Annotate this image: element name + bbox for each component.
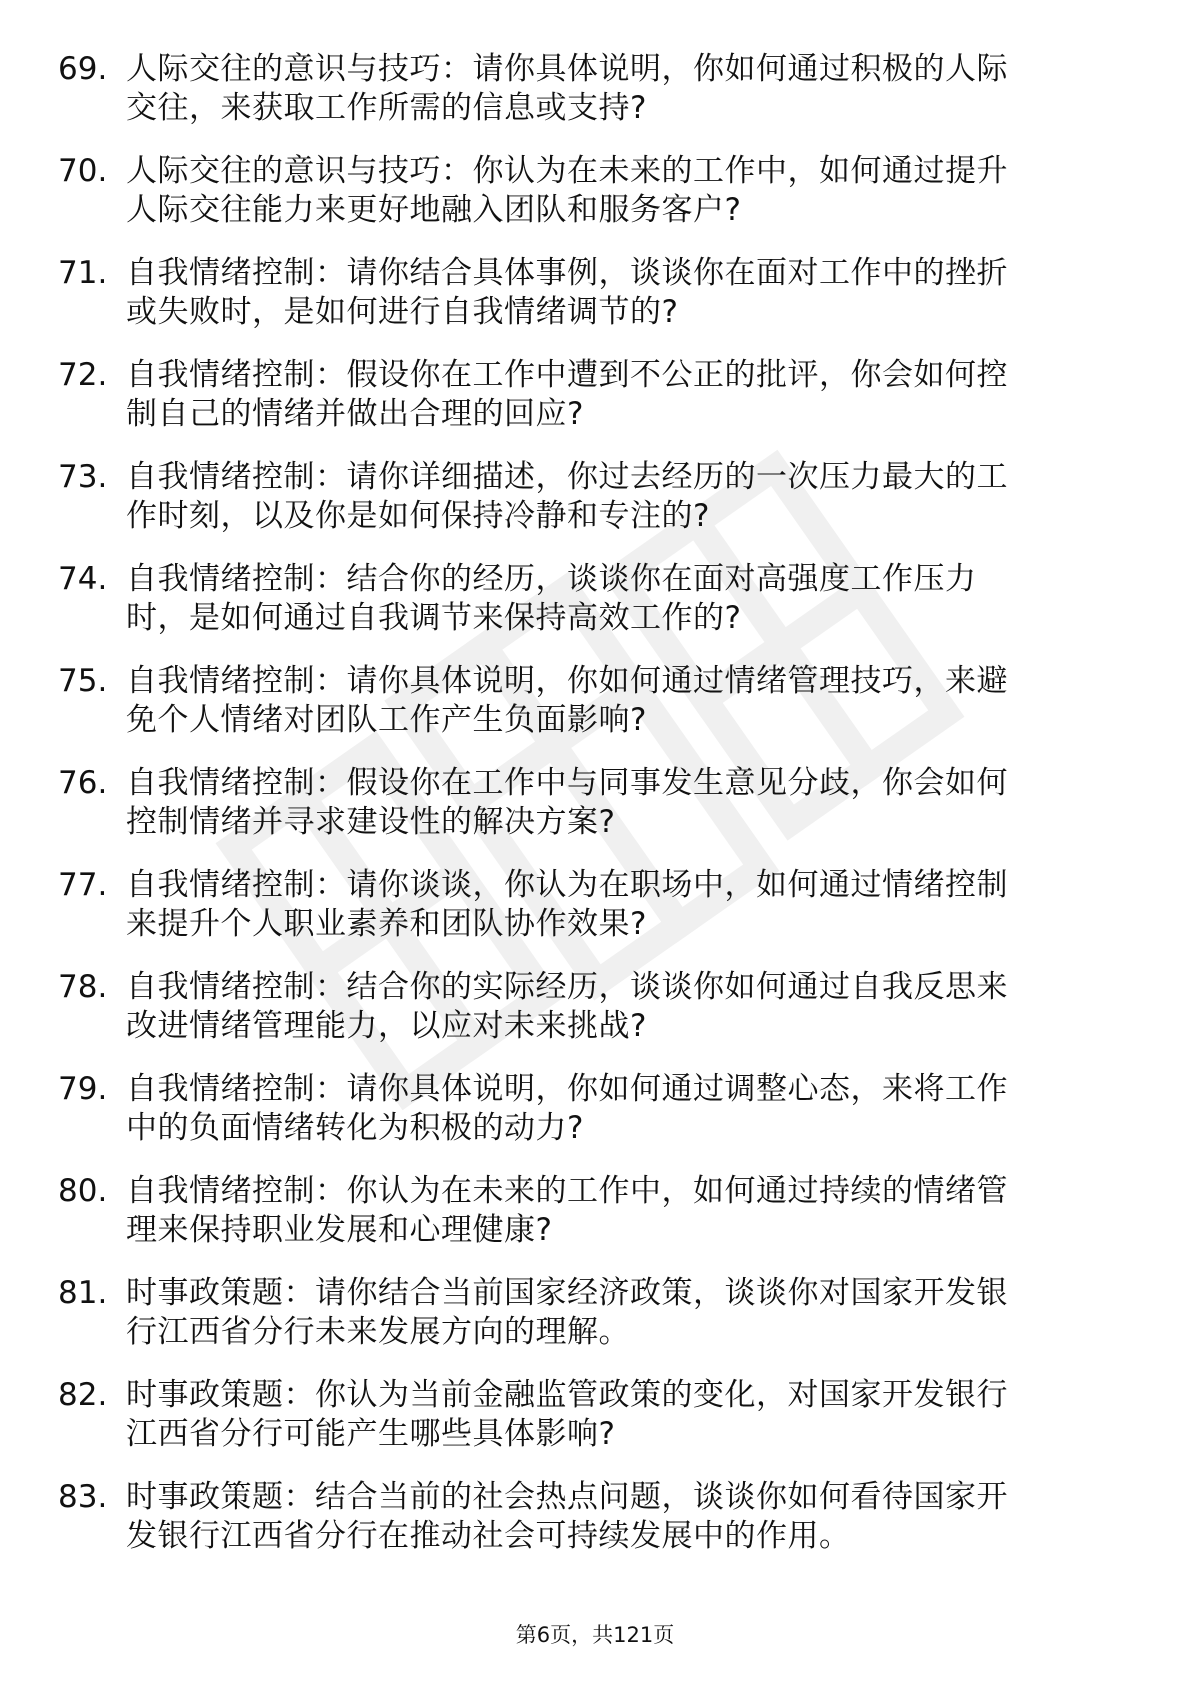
list-item: [58, 458, 1118, 560]
question-line: 时事政策题：你认为当前金融监管政策的变化，对国家开发银行: [126, 1377, 1008, 1413]
list-item: [58, 356, 1118, 458]
question-text: [126, 968, 1126, 1046]
question-line: 自我情绪控制：假设你在工作中遭到不公正的批评，你会如何控: [126, 357, 1008, 393]
question-number: 80.: [58, 1173, 108, 1209]
question-text: [126, 1274, 1126, 1352]
question-line: 自我情绪控制：请你具体说明，你如何通过情绪管理技巧，来避: [126, 663, 1008, 699]
question-number: 74.: [58, 561, 108, 597]
question-line: 人际交往的意识与技巧：你认为在未来的工作中，如何通过提升: [126, 153, 1008, 189]
question-line: 理来保持职业发展和心理健康?: [126, 1212, 553, 1248]
question-number: 73.: [58, 459, 108, 495]
question-number: 81.: [58, 1275, 108, 1311]
question-line: 时事政策题：结合当前的社会热点问题，谈谈你如何看待国家开: [126, 1479, 1008, 1515]
list-item: [58, 968, 1118, 1070]
question-line: 交往，来获取工作所需的信息或支持?: [126, 90, 647, 126]
question-line: 自我情绪控制：请你谈谈，你认为在职场中，如何通过情绪控制: [126, 867, 1008, 903]
question-number: 77.: [58, 867, 108, 903]
list-item: [58, 560, 1118, 662]
list-item: [58, 1478, 1118, 1580]
question-text: [126, 254, 1126, 332]
question-text: [126, 764, 1126, 842]
page-number-footer: 第6页，共121页: [515, 1623, 675, 1647]
question-line: 行江西省分行未来发展方向的理解。: [126, 1314, 630, 1350]
question-line: 自我情绪控制：请你详细描述，你过去经历的一次压力最大的工: [126, 459, 1008, 495]
question-text: [126, 866, 1126, 944]
question-line: 时事政策题：请你结合当前国家经济政策，谈谈你对国家开发银: [126, 1275, 1008, 1311]
question-line: 自我情绪控制：假设你在工作中与同事发生意见分歧，你会如何: [126, 765, 1008, 801]
question-text: [126, 1376, 1126, 1454]
list-item: [58, 50, 1118, 152]
question-number: 75.: [58, 663, 108, 699]
question-number: 82.: [58, 1377, 108, 1413]
list-item: [58, 1376, 1118, 1478]
question-list: [58, 50, 1118, 1580]
list-item: [58, 662, 1118, 764]
question-line: 自我情绪控制：请你具体说明，你如何通过调整心态，来将工作: [126, 1071, 1008, 1107]
list-item: [58, 764, 1118, 866]
question-text: [126, 1478, 1126, 1556]
question-line: 改进情绪管理能力，以应对未来挑战?: [126, 1008, 647, 1044]
question-text: [126, 1172, 1126, 1250]
question-number: 79.: [58, 1071, 108, 1107]
question-line: 控制情绪并寻求建设性的解决方案?: [126, 804, 616, 840]
question-line: 制自己的情绪并做出合理的回应?: [126, 396, 584, 432]
question-text: [126, 50, 1126, 128]
question-line: 人际交往的意识与技巧：请你具体说明，你如何通过积极的人际: [126, 51, 1008, 87]
question-number: 72.: [58, 357, 108, 393]
question-line: 作时刻，以及你是如何保持冷静和专注的?: [126, 498, 710, 534]
question-line: 江西省分行可能产生哪些具体影响?: [126, 1416, 616, 1452]
question-number: 83.: [58, 1479, 108, 1515]
question-text: [126, 152, 1126, 230]
question-line: 自我情绪控制：结合你的经历，谈谈你在面对高强度工作压力: [126, 561, 977, 597]
question-number: 76.: [58, 765, 108, 801]
list-item: [58, 254, 1118, 356]
question-number: 70.: [58, 153, 108, 189]
question-text: [126, 356, 1126, 434]
question-line: 自我情绪控制：你认为在未来的工作中，如何通过持续的情绪管: [126, 1173, 1008, 1209]
question-number: 69.: [58, 51, 108, 87]
list-item: [58, 1070, 1118, 1172]
question-text: [126, 458, 1126, 536]
list-item: [58, 1172, 1118, 1274]
question-line: 时，是如何通过自我调节来保持高效工作的?: [126, 600, 742, 636]
list-item: [58, 866, 1118, 968]
question-line: 来提升个人职业素养和团队协作效果?: [126, 906, 647, 942]
question-line: 免个人情绪对团队工作产生负面影响?: [126, 702, 647, 738]
question-number: 78.: [58, 969, 108, 1005]
question-line: 自我情绪控制：结合你的实际经历，谈谈你如何通过自我反思来: [126, 969, 1008, 1005]
question-line: 发银行江西省分行在推动社会可持续发展中的作用。: [126, 1518, 851, 1554]
question-text: [126, 560, 1126, 638]
question-text: [126, 662, 1126, 740]
list-item: [58, 1274, 1118, 1376]
question-number: 71.: [58, 255, 108, 291]
question-line: 中的负面情绪转化为积极的动力?: [126, 1110, 584, 1146]
list-item: [58, 152, 1118, 254]
question-line: 自我情绪控制：请你结合具体事例，谈谈你在面对工作中的挫折: [126, 255, 1008, 291]
question-line: 或失败时，是如何进行自我情绪调节的?: [126, 294, 679, 330]
question-line: 人际交往能力来更好地融入团队和服务客户?: [126, 192, 742, 228]
question-text: [126, 1070, 1126, 1148]
